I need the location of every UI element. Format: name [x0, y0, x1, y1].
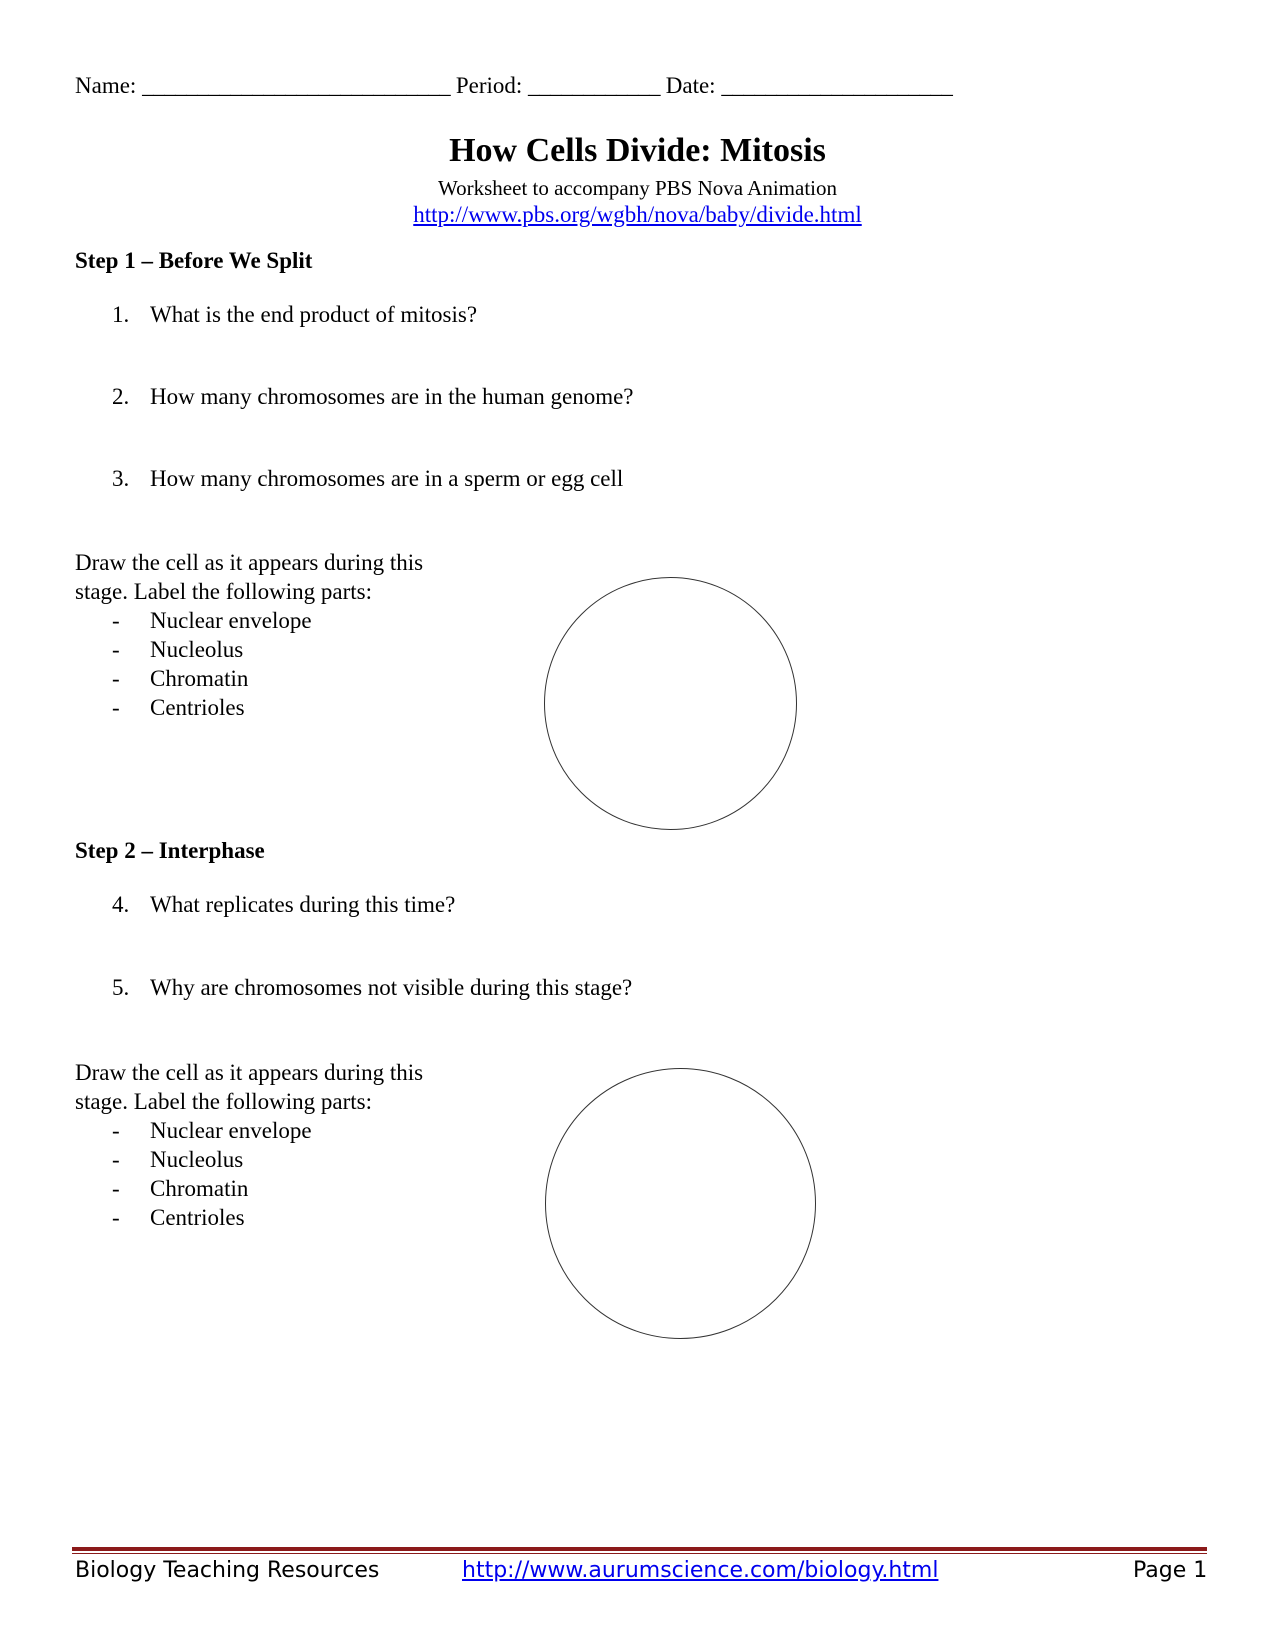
step1-draw-instructions: [75, 548, 423, 722]
page-title: How Cells Divide: Mitosis: [449, 132, 826, 169]
footer-rule: [72, 1547, 1207, 1551]
question-text: How many chromosomes are in the human genome?: [150, 384, 634, 409]
animation-link[interactable]: http://www.pbs.org/wgbh/nova/baby/divide.html: [413, 202, 862, 227]
draw-instruction-line: Draw the cell as it appears during this: [75, 550, 424, 575]
question-3: [112, 466, 623, 492]
part-dash: -: [112, 1147, 120, 1172]
part-dash: -: [112, 1118, 120, 1143]
part-label: Centrioles: [150, 695, 245, 720]
page-number: Page 1: [1133, 1558, 1208, 1583]
part-label: Chromatin: [150, 666, 249, 691]
draw-instruction-line: stage. Label the following parts:: [75, 1089, 373, 1114]
student-info-line: [75, 73, 952, 99]
question-text: What is the end product of mitosis?: [150, 302, 478, 327]
part-item: [75, 693, 423, 722]
question-text: How many chromosomes are in a sperm or egg cell: [150, 466, 624, 491]
part-label: Centrioles: [150, 1205, 245, 1230]
part-item: [75, 635, 423, 664]
date-label: Date:: [665, 73, 716, 98]
name-blank[interactable]: ____________________________: [142, 73, 451, 98]
part-item: [75, 1145, 423, 1174]
part-label: Nucleolus: [150, 637, 244, 662]
part-dash: -: [112, 608, 120, 633]
question-1: [112, 302, 477, 328]
step2-heading: Step 2 – Interphase: [75, 838, 265, 863]
part-item: [75, 1203, 423, 1232]
step1-heading: Step 1 – Before We Split: [75, 248, 313, 273]
part-label: Nucleolus: [150, 1147, 244, 1172]
part-dash: -: [112, 1176, 120, 1201]
part-item: [75, 664, 423, 693]
part-item: [75, 1116, 423, 1145]
draw-instruction-line: stage. Label the following parts:: [75, 579, 373, 604]
question-number: 1.: [112, 302, 130, 327]
question-number: 2.: [112, 384, 130, 409]
question-number: 3.: [112, 466, 130, 491]
part-label: Nuclear envelope: [150, 608, 312, 633]
part-dash: -: [112, 1205, 120, 1230]
step1-cell-drawing-circle[interactable]: [544, 577, 797, 830]
question-text: Why are chromosomes not visible during this stage?: [150, 975, 633, 1000]
question-5: [112, 975, 632, 1001]
question-4: [112, 892, 455, 918]
question-number: 5.: [112, 975, 130, 1000]
part-item: [75, 606, 423, 635]
draw-instruction-line: Draw the cell as it appears during this: [75, 1060, 424, 1085]
footer-source: Biology Teaching Resources: [75, 1558, 380, 1583]
footer-link[interactable]: http://www.aurumscience.com/biology.html: [462, 1558, 939, 1583]
question-text: What replicates during this time?: [150, 892, 456, 917]
period-label: Period:: [455, 73, 523, 98]
part-dash: -: [112, 695, 120, 720]
animation-link-row: [0, 202, 1275, 228]
part-item: [75, 1174, 423, 1203]
step2-draw-instructions: [75, 1058, 423, 1232]
name-label: Name:: [75, 73, 137, 98]
question-2: [112, 384, 634, 410]
date-blank[interactable]: _____________________: [721, 73, 953, 98]
footer-rule-thin: [72, 1553, 1207, 1554]
period-blank[interactable]: ____________: [528, 73, 661, 98]
part-label: Chromatin: [150, 1176, 249, 1201]
step2-cell-drawing-circle[interactable]: [545, 1068, 816, 1339]
part-label: Nuclear envelope: [150, 1118, 312, 1143]
question-number: 4.: [112, 892, 130, 917]
page-subtitle: Worksheet to accompany PBS Nova Animation: [438, 176, 837, 200]
part-dash: -: [112, 666, 120, 691]
part-dash: -: [112, 637, 120, 662]
